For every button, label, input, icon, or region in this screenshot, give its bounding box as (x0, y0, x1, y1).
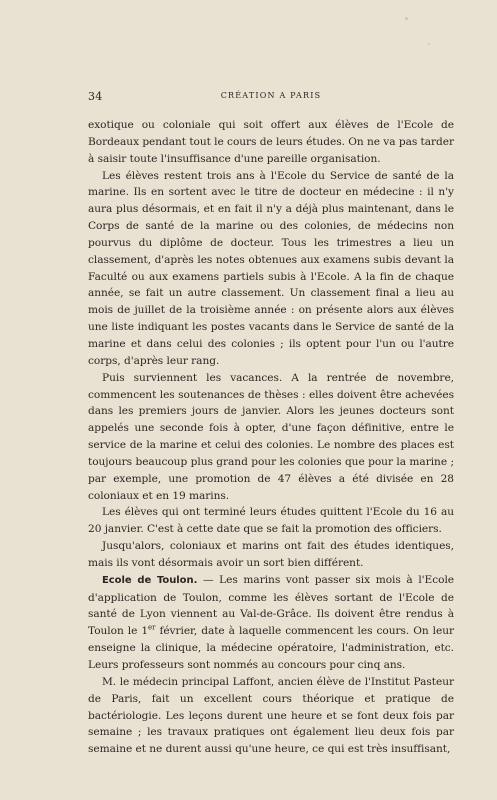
paragraph-text: — Les marins vont passer six mois à l'Ecole d'application de Toulon, comme les élèves sortant de l'Ecole de santé de Lyon viennent au Val-de-Grâce. Ils doivent être rendus à Toulon le 1 (88, 573, 454, 638)
paragraph (88, 572, 454, 674)
page-number: 34 (88, 90, 103, 103)
paragraph: M. le médecin principal Laffont, ancien élève de l'Institut Pasteur de Paris, fait un excellent cours théorique et pratique de bactériologie. Les leçons durent une heure et se font deux fois par semaine ; les travaux pratiques ont également lieu deux fois par semaine et ne durent aussi qu'une heure, ce qui est très insuffisant, (88, 675, 454, 756)
paragraph: Jusqu'alors, coloniaux et marins ont fait des études identiques, mais ils vont désormais avoir un sort bien différent. (88, 540, 454, 569)
paragraph-text: février, date à laquelle commencent les cours. On leur enseigne la clinique, la médecine opératoire, l'administration, etc. Leurs professeurs sont nommés au concours pour cinq ans. (88, 625, 454, 671)
page-header (88, 90, 454, 104)
running-head: CRÉATION A PARIS (220, 91, 322, 100)
paper-speck (405, 17, 408, 20)
paragraph: Les élèves restent trois ans à l'Ecole du Service de santé de la marine. Ils en sortent avec le titre de docteur en médecine : il n'y aura plus désormais, et en fait il n'y a déjà plus maintenant, dans le Corps de santé de la marine ou des colonies, de médecins non pourvus du diplôme de docteur. Tous les trimestres a lieu un classement, d'après les notes obtenues aux examens subis devant la Faculté ou aux examens partiels subis à l'Ecole. A la fin de chaque année, se fait un autre classement. Un classement final a lieu au mois de juillet de la troisième année : on présente alors aux élèves une liste indiquant les postes vacants dans le Service de santé de la marine et dans celui des colonies ; ils optent pour l'un ou l'autre corps, d'après leur rang. (88, 169, 454, 367)
paragraph: Les élèves qui ont terminé leurs études quittent l'Ecole du 16 au 20 janvier. C'est à cette date que se fait la promotion des officiers. (88, 506, 454, 536)
body-text (88, 117, 454, 758)
paragraph: exotique ou coloniale qui soit offert aux élèves de l'Ecole de Bordeaux pendant tout le cours de leurs études. On ne va pas tarder à saisir toute l'insuffisance d'une pareille organisation. (88, 119, 454, 165)
paper-speck (428, 43, 430, 45)
superscript: er (148, 623, 156, 632)
paragraph: Puis surviennent les vacances. A la rentrée de novembre, commencent les soutenances de thèses : elles doivent être achevées dans les premiers jours de janvier. Alors les jeunes docteurs sont appelés une seconde fois à opter, d'une façon définitive, entre le service de la marine et celui des colonies. Le nombre des places est toujours beaucoup plus grand pour les colonies que pour la marine ; par exemple, une promotion de 47 élèves a été divisée en 28 coloniaux et en 19 marins. (88, 371, 454, 502)
section-heading: Ecole de Toulon. (102, 574, 198, 586)
